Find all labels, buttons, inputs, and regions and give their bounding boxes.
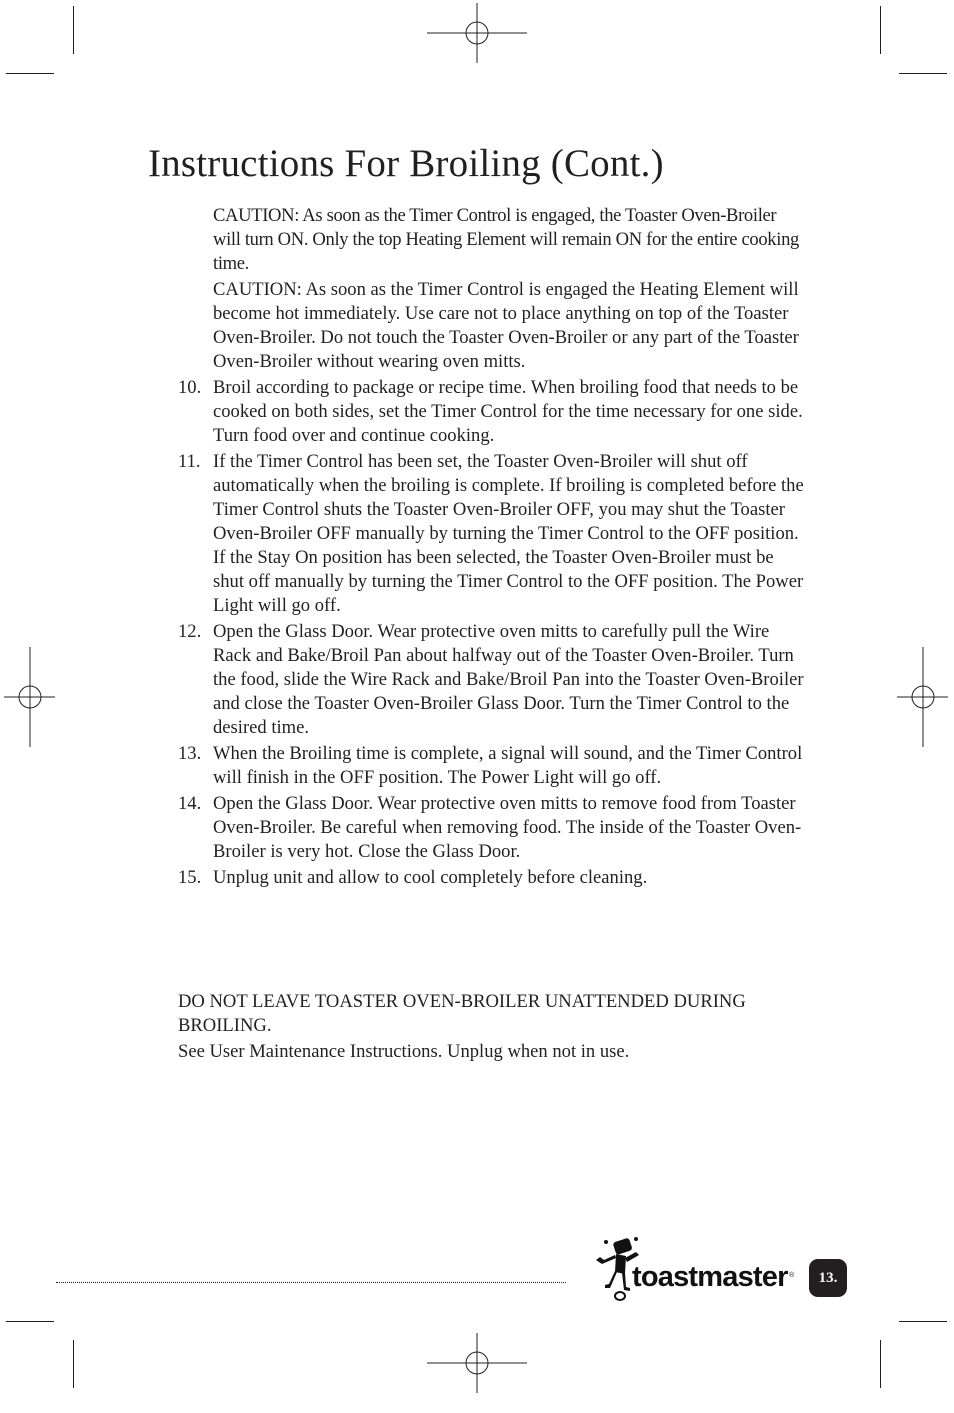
crop-mark [73,1340,74,1388]
step-number: 13. [178,743,202,764]
list-item [178,742,808,790]
step-number: 14. [178,793,202,814]
step-text: Broil according to package or recipe time. When broiling food that needs to be cooked on both sides, set the Timer Control for the time necessary for one side. Turn food over and continue cooking. [213,377,803,446]
step-text: Unplug unit and allow to cool completely before cleaning. [213,867,648,888]
registration-mark-left [0,647,80,747]
maintenance-note: See User Maintenance Instructions. Unplug when not in use. [178,1041,630,1062]
instructions-body [178,204,808,892]
crop-mark [6,73,54,74]
registration-mark-right [873,647,954,747]
footer-divider [56,1282,566,1283]
caution-paragraph: CAUTION: As soon as the Timer Control is engaged, the Toaster Oven-Broiler will turn ON. Only the top Heating Element will remain ON for the entire cooking time. [213,205,799,274]
page-title: Instructions For Broiling (Cont.) [148,142,664,185]
step-number: 12. [178,621,202,642]
list-item [178,620,808,740]
step-number: 15. [178,867,202,888]
crop-mark [880,1340,881,1388]
list-item [178,792,808,864]
registered-mark: ® [789,1272,795,1279]
step-number: 10. [178,377,202,398]
step-text: If the Timer Control has been set, the Toaster Oven-Broiler will shut off automatically when the broiling is complete. If broiling is completed before the Timer Control shuts the Toaster Oven-Broiler OFF, you may shut the Toaster Oven-Broiler OFF manually by turning the Timer Control to the OFF position. If the Stay On position has been selected, the Toaster Oven-Broiler must be shut off manually by turning the Timer Control to the OFF position. The Power Light will go off. [213,451,804,616]
registration-mark-bottom [427,1313,527,1413]
unattended-warning: DO NOT LEAVE TOASTER OVEN-BROILER UNATTENDED DURING BROILING. [178,991,746,1036]
registration-mark-top [427,0,527,83]
brand-logo-text: toastmaster [632,1261,788,1293]
notice-block [178,990,778,1066]
crop-mark [73,6,74,54]
step-text: When the Broiling time is complete, a signal will sound, and the Timer Control will finish in the OFF position. The Power Light will go off. [213,743,803,788]
list-item [178,376,808,448]
crop-mark [880,6,881,54]
page-number-badge: 13. [809,1259,847,1297]
step-text: Open the Glass Door. Wear protective oven mitts to carefully pull the Wire Rack and Bake/Broil Pan about halfway out of the Toaster Oven-Broiler. Turn the food, slide the Wire Rack and Bake/Broil Pan into the Toaster Oven-Broiler and close the Toaster Oven-Broiler Glass Door. Turn the Timer Control to the desired time. [213,621,804,738]
crop-mark [6,1321,54,1322]
step-number: 11. [178,451,201,472]
step-text: Open the Glass Door. Wear protective oven mitts to remove food from Toaster Oven-Broiler. Be careful when removing food. The inside of the Toaster Oven-Broiler is very hot. Close the Glass Door. [213,793,802,862]
crop-mark [899,73,947,74]
caution-paragraph: CAUTION: As soon as the Timer Control is engaged the Heating Element will become hot immediately. Use care not to place anything on top of the Toaster Oven-Broiler. Do not touch the Toaster Oven-Broiler or any part of the Toaster Oven-Broiler without wearing oven mitts. [213,279,799,372]
list-item [178,450,808,618]
list-item [178,866,808,890]
crop-mark [899,1321,947,1322]
